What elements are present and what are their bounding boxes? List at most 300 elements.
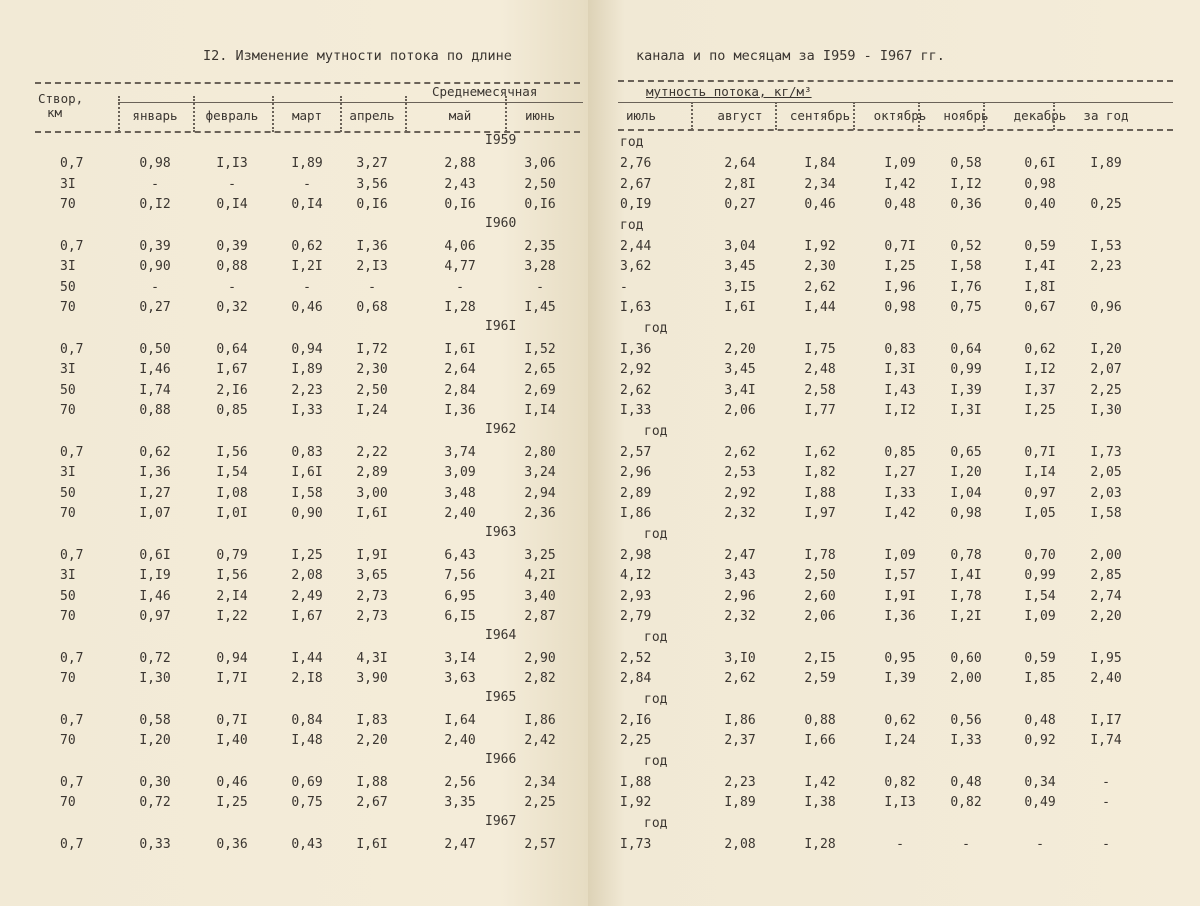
table-cell: 2,96 xyxy=(724,588,756,604)
row-stvor-km: 70 xyxy=(60,197,76,212)
table-cell: 0,6I xyxy=(1024,156,1056,171)
table-cell: 2,48 xyxy=(804,362,836,377)
table-cell: I,I4 xyxy=(524,403,556,418)
table-cell: 0,27 xyxy=(724,197,756,212)
table-cell: 2,84 xyxy=(444,382,476,398)
table-cell: 2,40 xyxy=(444,733,476,748)
table-cell: I,72 xyxy=(356,341,388,357)
table-cell: I,58 xyxy=(950,259,982,274)
table-cell: 2,43 xyxy=(444,176,476,192)
row-stvor-km: 70 xyxy=(60,733,76,748)
row-stvor-km: 70 xyxy=(60,300,76,315)
table-cell: I,30 xyxy=(1090,403,1122,418)
table-cell: 2,98 xyxy=(620,547,652,563)
table-cell: 0,39 xyxy=(216,238,248,254)
table-cell: 0,6I xyxy=(139,547,171,563)
table-cell: 2,08 xyxy=(291,568,323,583)
table-cell: I,09 xyxy=(1024,609,1056,624)
table-cell: 2,40 xyxy=(1090,671,1122,686)
row-stvor-km: 3I xyxy=(60,259,76,274)
table-cell: 3,I5 xyxy=(724,279,756,295)
table-cell: I,04 xyxy=(950,485,982,501)
table-cell: 2,82 xyxy=(524,671,556,686)
table-cell: I,54 xyxy=(216,465,248,480)
table-cell: 6,I5 xyxy=(444,609,476,624)
table-cell: 0,98 xyxy=(1024,176,1056,192)
table-cell: I,33 xyxy=(620,403,652,418)
table-cell: I,27 xyxy=(139,485,171,501)
table-cell: - xyxy=(151,176,159,192)
table-cell: 3,24 xyxy=(524,465,556,480)
table-cell: I,2I xyxy=(950,609,982,624)
table-cell: 3,35 xyxy=(444,795,476,810)
header-month-11: декабрь xyxy=(1013,108,1067,123)
table-cell: 3,40 xyxy=(524,588,556,604)
table-cell: I,I2 xyxy=(884,403,916,418)
table-cell: 2,8I xyxy=(724,176,756,192)
column-divider xyxy=(272,96,274,132)
table-cell: 2,80 xyxy=(524,444,556,460)
table-cell: I,39 xyxy=(950,382,982,398)
table-cell: I,33 xyxy=(950,733,982,748)
header-month-9: октябрь xyxy=(873,108,927,123)
table-cell: 2,37 xyxy=(724,733,756,748)
table-cell: 2,69 xyxy=(524,382,556,398)
table-cell: 3,74 xyxy=(444,444,476,460)
table-cell: I,45 xyxy=(524,300,556,315)
row-stvor-km: 70 xyxy=(60,403,76,418)
table-cell: I,I3 xyxy=(884,795,916,810)
year-suffix-label: год xyxy=(644,526,668,542)
row-stvor-km: 3I xyxy=(60,362,76,377)
table-cell: I,75 xyxy=(804,341,836,357)
table-cell: 0,90 xyxy=(291,506,323,521)
table-cell: 0,62 xyxy=(884,712,916,728)
table-cell: - xyxy=(151,279,159,295)
table-cell: 0,7I xyxy=(884,238,916,254)
table-cell: I,56 xyxy=(216,568,248,583)
table-cell: I,92 xyxy=(804,238,836,254)
table-cell: 0,7I xyxy=(216,712,248,728)
table-cell: 2,34 xyxy=(804,176,836,192)
table-cell: 2,32 xyxy=(724,506,756,521)
header-month-4: май xyxy=(448,108,472,123)
table-cell: 2,64 xyxy=(444,362,476,377)
right-page xyxy=(588,0,1200,906)
table-cell: - xyxy=(303,279,311,295)
table-cell: I,33 xyxy=(884,485,916,501)
table-cell: I,I7 xyxy=(1090,712,1122,728)
table-cell: 0,64 xyxy=(216,341,248,357)
table-cell: 0,36 xyxy=(216,836,248,852)
row-stvor-km: 70 xyxy=(60,671,76,686)
table-cell: I,58 xyxy=(1090,506,1122,521)
table-cell: 2,50 xyxy=(804,568,836,583)
table-cell: 2,06 xyxy=(724,403,756,418)
table-cell: 4,77 xyxy=(444,259,476,274)
table-cell: 0,58 xyxy=(139,712,171,728)
year-suffix-label: год xyxy=(644,753,668,769)
table-cell: 2,96 xyxy=(620,465,652,480)
table-cell: 2,30 xyxy=(356,362,388,377)
table-cell: 0,85 xyxy=(884,444,916,460)
table-cell: 0,97 xyxy=(139,609,171,624)
header-month-3: апрель xyxy=(349,108,395,123)
table-cell: 2,50 xyxy=(524,176,556,192)
table-cell: I,36 xyxy=(620,341,652,357)
table-cell: 2,62 xyxy=(724,671,756,686)
table-cell: 3,65 xyxy=(356,568,388,583)
table-cell: I,2I xyxy=(291,259,323,274)
table-cell: 0,69 xyxy=(291,774,323,790)
table-cell: 3,04 xyxy=(724,238,756,254)
table-cell: 0,49 xyxy=(1024,795,1056,810)
table-cell: 0,98 xyxy=(950,506,982,521)
table-cell: - xyxy=(1102,836,1110,852)
year-suffix-label: год xyxy=(644,691,668,707)
header-km: км xyxy=(47,105,63,120)
header-bottom-rule-right xyxy=(618,129,1173,131)
table-cell: I,46 xyxy=(139,362,171,377)
table-cell: 2,88 xyxy=(444,156,476,171)
table-cell: 0,67 xyxy=(1024,300,1056,315)
table-cell: I,73 xyxy=(620,836,652,852)
table-cell: 0,50 xyxy=(139,341,171,357)
table-cell: I,9I xyxy=(884,588,916,604)
table-cell: 2,92 xyxy=(724,485,756,501)
table-cell: 0,32 xyxy=(216,300,248,315)
row-stvor-km: 0,7 xyxy=(60,650,84,666)
year-label: I964 xyxy=(485,627,517,643)
table-cell: 0,70 xyxy=(1024,547,1056,563)
table-cell: 3,4I xyxy=(724,382,756,398)
table-cell: 2,94 xyxy=(524,485,556,501)
table-cell: I,44 xyxy=(804,300,836,315)
table-cell: I,53 xyxy=(1090,238,1122,254)
table-cell: 2,32 xyxy=(724,609,756,624)
table-cell: I,44 xyxy=(291,650,323,666)
table-cell: 2,90 xyxy=(524,650,556,666)
table-cell: 2,60 xyxy=(804,588,836,604)
column-divider xyxy=(853,102,855,130)
table-cell: I,58 xyxy=(291,485,323,501)
table-cell: 2,49 xyxy=(291,588,323,604)
table-cell: I,28 xyxy=(804,836,836,852)
table-cell: 0,I6 xyxy=(356,197,388,212)
row-stvor-km: 3I xyxy=(60,568,76,583)
table-cell: 0,84 xyxy=(291,712,323,728)
table-cell: 0,33 xyxy=(139,836,171,852)
table-cell: I,62 xyxy=(804,444,836,460)
table-cell: 2,25 xyxy=(1090,382,1122,398)
table-cell: I,88 xyxy=(804,485,836,501)
header-month-1: февраль xyxy=(205,108,259,123)
table-cell: 2,62 xyxy=(724,444,756,460)
table-cell: I,6I xyxy=(444,341,476,357)
table-cell: 0,36 xyxy=(950,197,982,212)
table-cell: 3,28 xyxy=(524,259,556,274)
table-cell: I,37 xyxy=(1024,382,1056,398)
table-cell: I,56 xyxy=(216,444,248,460)
header-month-7: август xyxy=(717,108,763,123)
table-cell: 2,52 xyxy=(620,650,652,666)
table-cell: - xyxy=(1036,836,1044,852)
table-cell: 2,34 xyxy=(524,774,556,790)
table-cell: I,3I xyxy=(950,403,982,418)
table-cell: 0,98 xyxy=(139,156,171,171)
table-cell: 2,00 xyxy=(1090,547,1122,563)
table-cell: 0,I9 xyxy=(620,197,652,212)
year-label: I963 xyxy=(485,524,517,540)
table-cell: I,09 xyxy=(884,547,916,563)
table-cell: I,96 xyxy=(884,279,916,295)
table-cell: 7,56 xyxy=(444,568,476,583)
header-month-6: июль xyxy=(625,108,657,123)
table-cell: 2,I4 xyxy=(216,588,248,604)
table-cell: 2,58 xyxy=(804,382,836,398)
table-cell: I,74 xyxy=(139,382,171,398)
table-cell: 0,72 xyxy=(139,795,171,810)
table-cell: 0,I4 xyxy=(216,197,248,212)
table-cell: I,89 xyxy=(291,362,323,377)
table-cell: - xyxy=(456,279,464,295)
row-stvor-km: 3I xyxy=(60,176,76,192)
table-cell: I,82 xyxy=(804,465,836,480)
table-cell: 2,06 xyxy=(804,609,836,624)
row-stvor-km: 50 xyxy=(60,588,76,604)
year-label: I96I xyxy=(485,318,517,334)
table-cell: 6,95 xyxy=(444,588,476,604)
header-month-2: март xyxy=(291,108,323,123)
table-cell: 0,94 xyxy=(216,650,248,666)
table-cell: 0,46 xyxy=(804,197,836,212)
table-cell: 0,90 xyxy=(139,259,171,274)
table-cell: 0,25 xyxy=(1090,197,1122,212)
table-cell: I,6I xyxy=(356,506,388,521)
table-cell: I,6I xyxy=(291,465,323,480)
table-cell: 2,35 xyxy=(524,238,556,254)
table-cell: I,77 xyxy=(804,403,836,418)
row-stvor-km: 50 xyxy=(60,382,76,398)
table-cell: I,39 xyxy=(884,671,916,686)
table-cell: 0,78 xyxy=(950,547,982,563)
row-stvor-km: 0,7 xyxy=(60,836,84,852)
table-cell: 0,62 xyxy=(1024,341,1056,357)
table-cell: 2,30 xyxy=(804,259,836,274)
table-cell: 0,62 xyxy=(139,444,171,460)
table-cell: I,57 xyxy=(884,568,916,583)
table-cell: 0,88 xyxy=(139,403,171,418)
table-cell: 0,I6 xyxy=(524,197,556,212)
column-divider xyxy=(1053,102,1055,130)
table-cell: I,74 xyxy=(1090,733,1122,748)
table-cell: 0,52 xyxy=(950,238,982,254)
table-cell: 0,62 xyxy=(291,238,323,254)
table-cell: I,89 xyxy=(291,156,323,171)
table-cell: 0,98 xyxy=(884,300,916,315)
table-cell: I,84 xyxy=(804,156,836,171)
table-cell: I,4I xyxy=(1024,259,1056,274)
table-cell: 0,83 xyxy=(884,341,916,357)
table-cell: I,46 xyxy=(139,588,171,604)
column-divider xyxy=(405,96,407,132)
table-cell: 0,95 xyxy=(884,650,916,666)
table-cell: 2,65 xyxy=(524,362,556,377)
table-cell: I,I2 xyxy=(1024,362,1056,377)
table-cell: 2,47 xyxy=(444,836,476,852)
header-month-10: ноябрь xyxy=(943,108,989,123)
table-cell: - xyxy=(620,279,628,295)
column-divider xyxy=(340,96,342,132)
table-cell: I,20 xyxy=(139,733,171,748)
table-cell: I,86 xyxy=(620,506,652,521)
row-stvor-km: 0,7 xyxy=(60,774,84,790)
table-cell: I,09 xyxy=(884,156,916,171)
table-cell: 2,89 xyxy=(620,485,652,501)
table-cell: 0,30 xyxy=(139,774,171,790)
table-cell: 0,65 xyxy=(950,444,982,460)
table-cell: 0,40 xyxy=(1024,197,1056,212)
table-cell: 2,67 xyxy=(620,176,652,192)
table-cell: 0,48 xyxy=(1024,712,1056,728)
table-cell: 2,40 xyxy=(444,506,476,521)
table-cell: 0,59 xyxy=(1024,650,1056,666)
table-cell: I,36 xyxy=(356,238,388,254)
table-cell: 3,43 xyxy=(724,568,756,583)
row-stvor-km: 50 xyxy=(60,485,76,501)
table-cell: - xyxy=(228,176,236,192)
table-cell: I,36 xyxy=(884,609,916,624)
table-cell: I,6I xyxy=(356,836,388,852)
table-cell: 2,73 xyxy=(356,588,388,604)
table-cell: 2,23 xyxy=(1090,259,1122,274)
table-cell: 3,27 xyxy=(356,156,388,171)
table-cell: I,85 xyxy=(1024,671,1056,686)
table-cell: I,9I xyxy=(356,547,388,563)
table-cell: 2,23 xyxy=(724,774,756,790)
table-cell: 2,I6 xyxy=(216,382,248,398)
table-cell: 2,76 xyxy=(620,156,652,171)
row-stvor-km: 0,7 xyxy=(60,156,84,171)
table-cell: I,08 xyxy=(216,485,248,501)
table-cell: I,38 xyxy=(804,795,836,810)
header-month-8: сентябрь xyxy=(789,108,851,123)
table-cell: 0,59 xyxy=(1024,238,1056,254)
table-cell: 3,45 xyxy=(724,259,756,274)
table-cell: I,4I xyxy=(950,568,982,583)
table-cell: 3,25 xyxy=(524,547,556,563)
table-cell: I,95 xyxy=(1090,650,1122,666)
table-cell: 0,92 xyxy=(1024,733,1056,748)
table-cell: 0,75 xyxy=(950,300,982,315)
year-label: I962 xyxy=(485,421,517,437)
table-cell: I,40 xyxy=(216,733,248,748)
header-month-0: январь xyxy=(132,108,178,123)
table-cell: 2,79 xyxy=(620,609,652,624)
table-cell: 2,84 xyxy=(620,671,652,686)
table-cell: 0,7I xyxy=(1024,444,1056,460)
table-cell: I,83 xyxy=(356,712,388,728)
table-cell: I,20 xyxy=(1090,341,1122,357)
column-divider xyxy=(691,102,693,130)
table-cell: 3,09 xyxy=(444,465,476,480)
table-cell: 2,05 xyxy=(1090,465,1122,480)
table-cell: 0,34 xyxy=(1024,774,1056,790)
year-label: I965 xyxy=(485,689,517,705)
table-cell: 2,00 xyxy=(950,671,982,686)
table-cell: 0,99 xyxy=(1024,568,1056,583)
table-cell: 2,56 xyxy=(444,774,476,790)
table-cell: I,24 xyxy=(356,403,388,418)
table-cell: I,24 xyxy=(884,733,916,748)
table-cell: I,I2 xyxy=(950,176,982,192)
table-cell: I,42 xyxy=(804,774,836,790)
table-cell: 2,I5 xyxy=(804,650,836,666)
header-group-left: Среднемесячная xyxy=(432,84,538,99)
table-cell: 2,62 xyxy=(620,382,652,398)
table-cell: 3,90 xyxy=(356,671,388,686)
row-stvor-km: 0,7 xyxy=(60,444,84,460)
table-cell: I,I4 xyxy=(1024,465,1056,480)
table-cell: I,78 xyxy=(950,588,982,604)
table-cell: 3,56 xyxy=(356,176,388,192)
row-stvor-km: 50 xyxy=(60,279,76,295)
table-cell: 0,82 xyxy=(950,795,982,810)
table-cell: 0,64 xyxy=(950,341,982,357)
table-cell: 2,36 xyxy=(524,506,556,521)
table-cell: - xyxy=(962,836,970,852)
table-cell: 0,I4 xyxy=(291,197,323,212)
header-stvor: Створ, xyxy=(38,91,84,106)
table-title-left: I2. Изменение мутности потока по длине xyxy=(203,48,512,64)
year-label: I959 xyxy=(485,133,517,148)
table-cell: I,7I xyxy=(216,671,248,686)
table-cell: I,52 xyxy=(524,341,556,357)
table-cell: I,05 xyxy=(1024,506,1056,521)
column-divider xyxy=(983,102,985,130)
table-cell: 0,68 xyxy=(356,300,388,315)
year-label: I960 xyxy=(485,215,517,231)
table-cell: 2,I8 xyxy=(291,671,323,686)
table-cell: 0,94 xyxy=(291,341,323,357)
table-cell: I,36 xyxy=(139,465,171,480)
table-cell: I,86 xyxy=(524,712,556,728)
header-top-rule-right xyxy=(618,80,1173,82)
table-cell: 2,53 xyxy=(724,465,756,480)
table-cell: 2,25 xyxy=(524,795,556,810)
table-cell: I,25 xyxy=(216,795,248,810)
table-cell: I,25 xyxy=(1024,403,1056,418)
table-cell: 0,48 xyxy=(884,197,916,212)
table-cell: 2,20 xyxy=(356,733,388,748)
table-cell: 2,20 xyxy=(1090,609,1122,624)
table-cell: 0,75 xyxy=(291,795,323,810)
table-cell: I,22 xyxy=(216,609,248,624)
table-cell: 2,42 xyxy=(524,733,556,748)
table-cell: 4,06 xyxy=(444,238,476,254)
table-cell: 3,62 xyxy=(620,259,652,274)
column-divider xyxy=(918,102,920,130)
column-divider xyxy=(505,96,507,132)
table-cell: 0,58 xyxy=(950,156,982,171)
table-cell: 0,56 xyxy=(950,712,982,728)
table-cell: 2,07 xyxy=(1090,362,1122,377)
table-cell: 0,96 xyxy=(1090,300,1122,315)
header-group-rule-right xyxy=(618,102,1173,103)
table-cell: 3,I0 xyxy=(724,650,756,666)
table-cell: 2,64 xyxy=(724,156,756,171)
table-cell: I,36 xyxy=(444,403,476,418)
